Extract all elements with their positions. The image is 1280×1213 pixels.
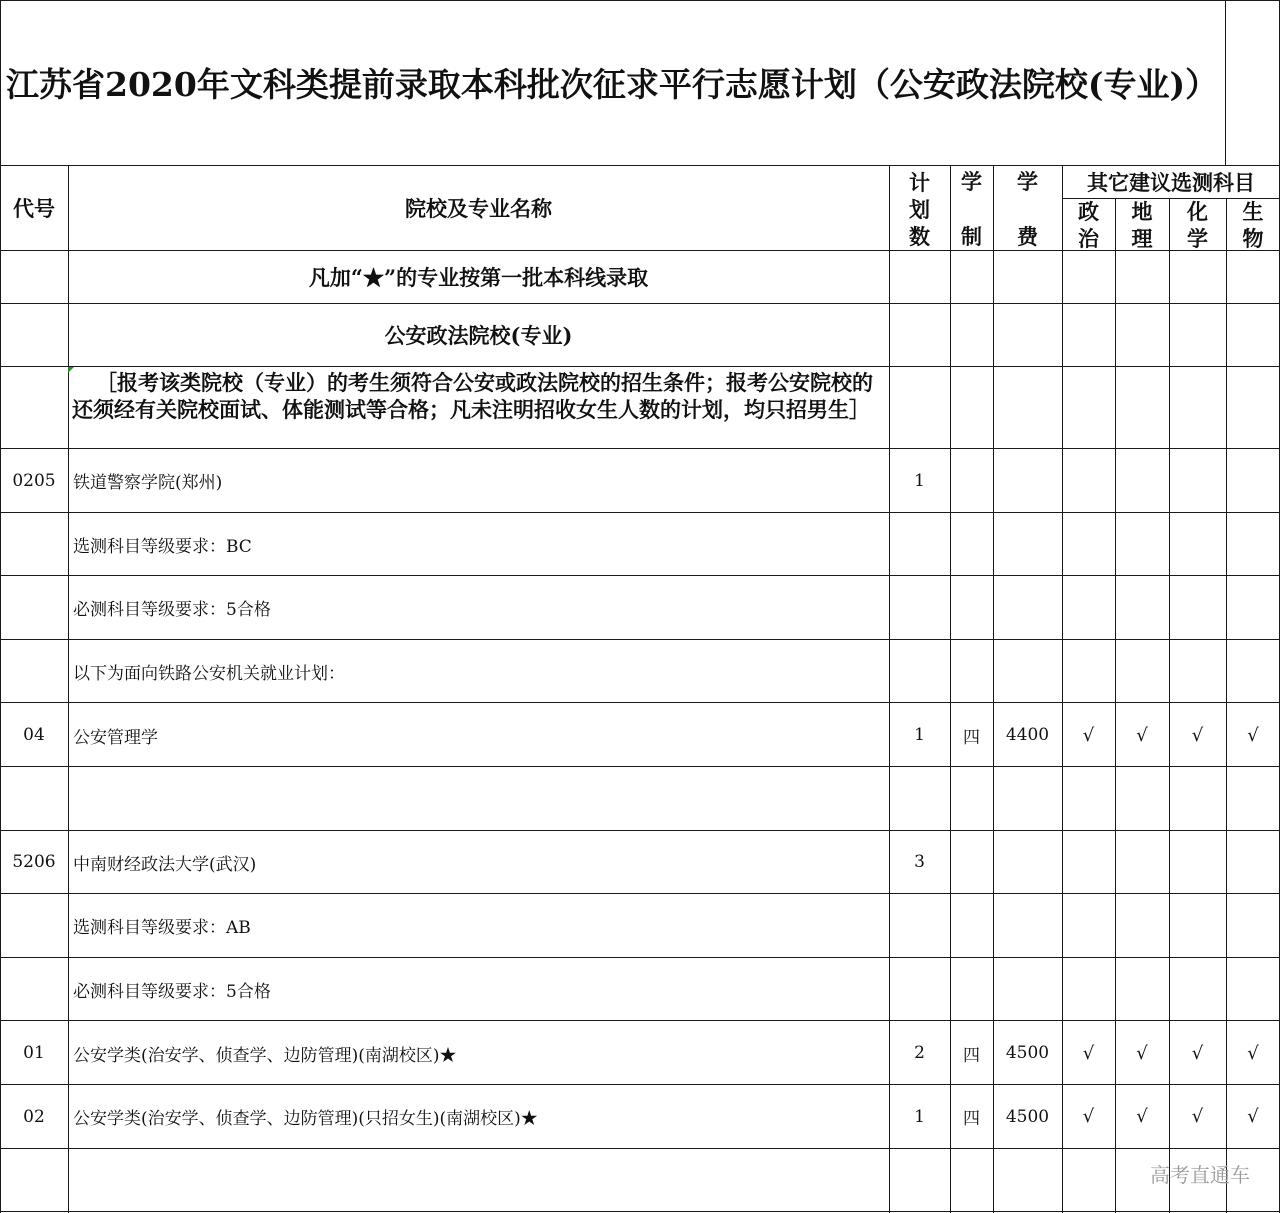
row-cell-name: 选测科目等级要求：AB <box>73 918 251 939</box>
row-cell-code <box>0 576 68 640</box>
col-header-politics <box>1062 199 1115 250</box>
page-title: 江苏省2020年文科类提前录取本科批次征求平行志愿计划（公安政法院校(专业)） <box>6 65 1219 104</box>
row-cell-s2: √ <box>1136 1106 1148 1128</box>
row-cell-plan: 3 <box>914 852 925 873</box>
grid-line <box>0 366 1280 367</box>
row-cell-s1 <box>1062 1149 1115 1213</box>
row-cell-fee <box>993 513 1062 577</box>
row-cell-plan <box>889 640 950 704</box>
row-cell-code <box>0 767 68 831</box>
row-cell-code: 0205 <box>12 470 56 491</box>
col-header-biology <box>1226 199 1280 250</box>
header-char: 制 <box>961 224 982 249</box>
row-cell-duration <box>950 767 993 831</box>
row-cell-s1: √ <box>1082 724 1095 746</box>
row-cell-s3: √ <box>1191 1042 1204 1064</box>
row-cell-s2 <box>1115 449 1169 513</box>
header-char: 生 <box>1242 198 1264 224</box>
row-cell-duration <box>950 894 993 958</box>
row-cell-plan <box>889 576 950 640</box>
row-cell-s4 <box>1226 767 1280 831</box>
row-cell-fee <box>993 767 1062 831</box>
col-header-tuition <box>993 168 1062 250</box>
row-cell-s3 <box>1169 767 1226 831</box>
row-cell-plan <box>889 894 950 958</box>
grid-line <box>1225 0 1226 165</box>
row-cell-s1 <box>1062 894 1115 958</box>
row-cell-s3 <box>1169 640 1226 704</box>
row-cell-code <box>0 958 68 1022</box>
row-cell-plan: 1 <box>914 725 925 746</box>
header-char: 地 <box>1131 198 1153 224</box>
row-cell-fee <box>993 958 1062 1022</box>
row-cell-s1 <box>1062 767 1115 831</box>
row-cell-code: 04 <box>23 725 45 746</box>
row-cell-s4: √ <box>1247 1106 1259 1128</box>
row-cell-s3 <box>1169 958 1226 1022</box>
header-char: 划 <box>909 196 930 222</box>
row-cell-s1 <box>1062 513 1115 577</box>
row-cell-plan: 1 <box>914 1106 925 1127</box>
row-cell-s2 <box>1115 767 1169 831</box>
row-cell-s2 <box>1115 513 1169 577</box>
row-cell-s4 <box>1226 894 1280 958</box>
row-cell-name: 中南财经政法大学(武汉) <box>73 854 257 875</box>
header-char: 政 <box>1078 198 1099 224</box>
row-cell-s3 <box>1169 513 1226 577</box>
row-cell-duration <box>950 449 993 513</box>
row-cell-s2 <box>1115 958 1169 1022</box>
row-cell-fee <box>993 576 1062 640</box>
header-char: 学 <box>1017 169 1038 194</box>
row-cell-s2: √ <box>1136 1042 1148 1064</box>
row-cell-duration <box>950 640 993 704</box>
row-cell-s3 <box>1169 576 1226 640</box>
row-cell-s2 <box>1115 894 1169 958</box>
row-cell-s1 <box>1062 640 1115 704</box>
requirement-note: ［报考该类院校（专业）的考生须符合公安或政法院校的招生条件；报考公安院校的还须经有关院校面试、体能测试等合格；凡未注明招收女生人数的计划，均只招男生］ <box>72 370 873 422</box>
row-cell-s1 <box>1062 576 1115 640</box>
row-cell-s1: √ <box>1082 1042 1095 1064</box>
row-cell-s4: √ <box>1247 1042 1259 1064</box>
row-cell-s2 <box>1115 831 1169 895</box>
row-cell-fee <box>993 640 1062 704</box>
header-char: 理 <box>1131 225 1153 251</box>
row-cell-s3 <box>1169 894 1226 958</box>
row-cell-fee: 4500 <box>1005 1043 1050 1064</box>
row-cell-name <box>69 1149 890 1213</box>
row-cell-s4 <box>1226 640 1280 704</box>
col-header-name: 院校及专业名称 <box>405 195 552 221</box>
row-cell-fee <box>993 1149 1062 1213</box>
row-cell-s2: √ <box>1136 724 1148 746</box>
header-char: 学 <box>1187 225 1208 251</box>
header-char: 化 <box>1187 198 1208 224</box>
row-cell-code <box>0 894 68 958</box>
row-cell-plan <box>889 1149 950 1213</box>
row-cell-duration: 四 <box>963 727 980 748</box>
row-cell-s2 <box>1115 576 1169 640</box>
row-cell-duration <box>950 831 993 895</box>
row-cell-name: 以下为面向铁路公安机关就业计划： <box>73 664 345 685</box>
row-cell-name: 选测科目等级要求：BC <box>73 536 252 557</box>
row-cell-name: 必测科目等级要求：5合格 <box>73 600 271 621</box>
row-cell-s3 <box>1169 831 1226 895</box>
row-cell-s1 <box>1062 449 1115 513</box>
header-char: 计 <box>909 169 930 195</box>
row-cell-s1 <box>1062 831 1115 895</box>
row-cell-fee <box>993 831 1062 895</box>
row-cell-duration <box>950 513 993 577</box>
row-cell-plan: 2 <box>914 1043 925 1064</box>
row-cell-s4 <box>1226 449 1280 513</box>
row-cell-duration <box>950 958 993 1022</box>
header-char: 治 <box>1078 225 1099 251</box>
row-cell-fee <box>993 449 1062 513</box>
row-cell-name <box>69 767 890 831</box>
row-cell-name: 必测科目等级要求：5合格 <box>73 982 271 1003</box>
row-cell-plan <box>889 513 950 577</box>
row-cell-code <box>0 640 68 704</box>
row-cell-code <box>0 513 68 577</box>
row-cell-s4: √ <box>1247 724 1259 746</box>
header-char: 数 <box>909 223 930 249</box>
row-cell-fee: 4500 <box>1005 1106 1050 1127</box>
row-cell-duration <box>950 1149 993 1213</box>
row-cell-plan: 1 <box>914 470 925 491</box>
row-cell-duration: 四 <box>963 1045 980 1066</box>
row-cell-name: 铁道警察学院(郑州) <box>73 473 223 494</box>
row-cell-s2 <box>1115 640 1169 704</box>
row-cell-s4 <box>1226 958 1280 1022</box>
row-cell-fee: 4400 <box>1005 725 1050 746</box>
row-cell-duration <box>950 576 993 640</box>
row-cell-s1: √ <box>1082 1106 1095 1128</box>
row-cell-s4 <box>1226 513 1280 577</box>
header-char: 费 <box>1017 224 1038 249</box>
category-title: 公安政法院校(专业) <box>384 323 573 348</box>
col-header-plan-count <box>889 168 950 250</box>
col-header-duration <box>950 168 993 250</box>
row-cell-code <box>0 1149 68 1213</box>
row-cell-s3: √ <box>1191 724 1204 746</box>
row-cell-plan <box>889 767 950 831</box>
row-cell-name: 公安管理学 <box>73 727 158 748</box>
row-cell-s1 <box>1062 958 1115 1022</box>
row-cell-s3: √ <box>1191 1106 1204 1128</box>
row-cell-duration: 四 <box>963 1109 980 1130</box>
star-note: 凡加“★”的专业按第一批本科线录取 <box>308 265 649 290</box>
row-cell-s3 <box>1169 449 1226 513</box>
row-cell-name: 公安学类(治安学、侦查学、边防管理)(南湖校区)★ <box>73 1045 457 1066</box>
header-char: 物 <box>1242 225 1264 251</box>
col-header-code: 代号 <box>13 195 55 221</box>
col-header-chemistry <box>1169 199 1226 250</box>
row-cell-s4 <box>1226 831 1280 895</box>
row-cell-name: 公安学类(治安学、侦查学、边防管理)(只招女生)(南湖校区)★ <box>73 1109 538 1130</box>
row-cell-code: 5206 <box>12 852 56 873</box>
row-cell-code: 02 <box>23 1106 45 1127</box>
col-header-other-subjects: 其它建议选测科目 <box>1087 170 1255 195</box>
col-header-geography <box>1115 199 1169 250</box>
row-cell-plan <box>889 958 950 1022</box>
watermark: 高考直通车 <box>1150 1163 1250 1187</box>
header-char: 学 <box>961 169 982 194</box>
row-cell-fee <box>993 894 1062 958</box>
row-cell-code: 01 <box>23 1043 45 1064</box>
row-cell-s4 <box>1226 576 1280 640</box>
